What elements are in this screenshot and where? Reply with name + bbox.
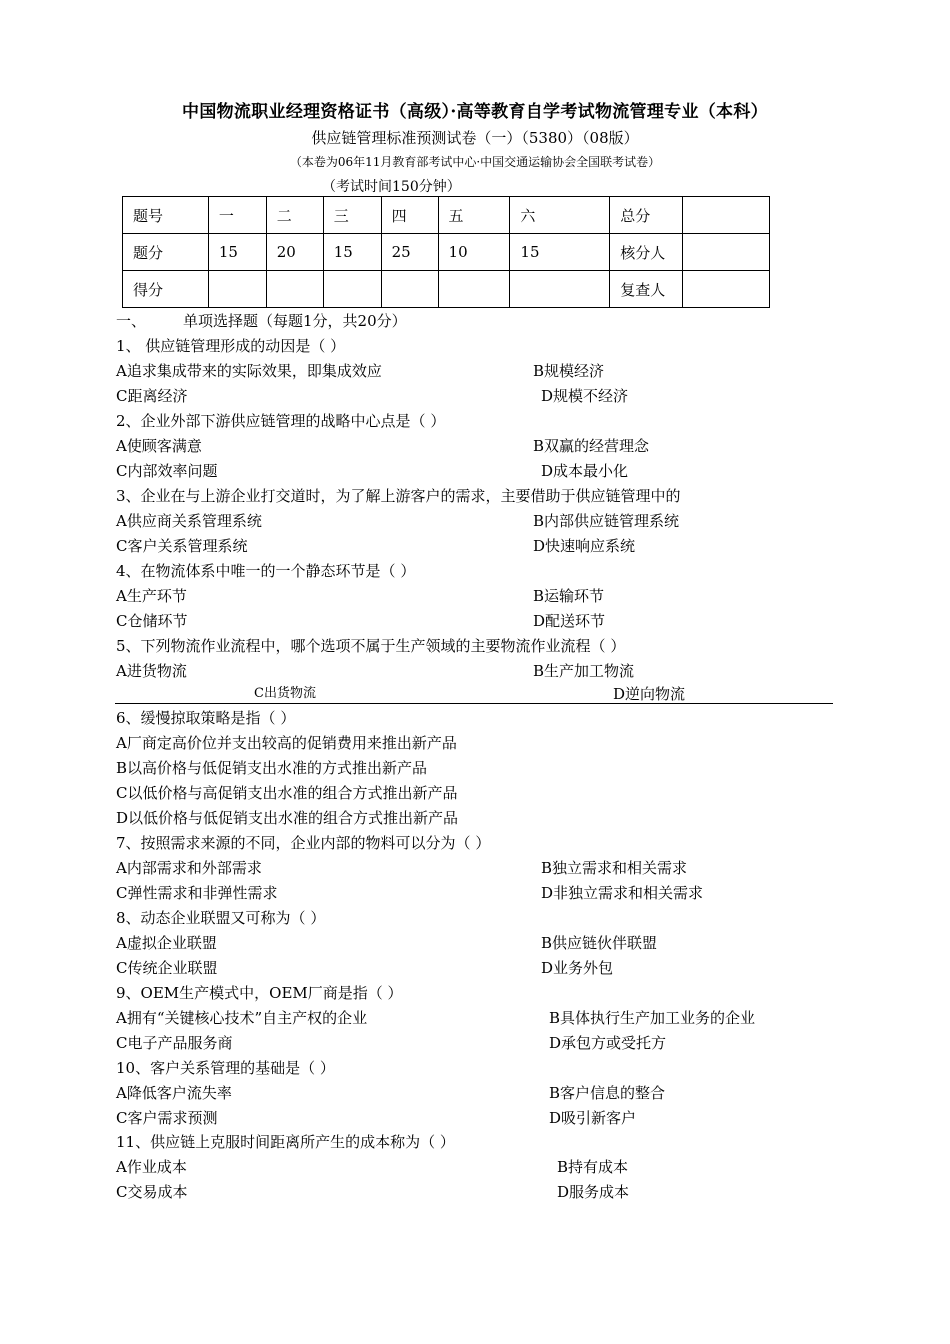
section-number: 一、 <box>116 312 147 330</box>
option-d: D非独立需求和相关需求 <box>541 884 704 902</box>
exam-note: （本卷为06年11月教育部考试中心·中国交通运输协会全国联考试卷） <box>289 155 661 169</box>
option-c: C弹性需求和非弹性需求 <box>116 884 278 902</box>
table-cell <box>683 271 770 308</box>
table-cell <box>381 271 438 308</box>
option-a: A使顾客满意 <box>116 437 202 455</box>
option-b: B具体执行生产加工业务的企业 <box>549 1009 756 1027</box>
option-d: D以低价格与低促销支出水准的组合方式推出新产品 <box>116 809 459 827</box>
option-d: D快速响应系统 <box>533 537 636 555</box>
question-1: 1、 供应链管理形成的动因是（ ） <box>116 337 346 355</box>
page-divider <box>115 703 833 704</box>
option-c: C内部效率问题 <box>116 462 218 480</box>
option-a: A厂商定高价位并支出较高的促销费用来推出新产品 <box>116 734 457 752</box>
table-cell <box>438 271 510 308</box>
question-4: 4、在物流体系中唯一的一个静态环节是（ ） <box>116 562 416 580</box>
table-cell: 25 <box>381 234 438 271</box>
option-c: C交易成本 <box>116 1183 188 1201</box>
option-d: D承包方或受托方 <box>549 1034 667 1052</box>
option-b: B供应链伙伴联盟 <box>541 934 658 952</box>
score-table <box>122 196 770 308</box>
table-cell <box>323 271 381 308</box>
table-cell: 15 <box>323 234 381 271</box>
table-cell: 15 <box>510 234 610 271</box>
document-subtitle: 供应链管理标准预测试卷（一）（5380）（08版） <box>311 129 639 147</box>
option-c: C以低价格与高促销支出水准的组合方式推出新产品 <box>116 784 458 802</box>
table-cell <box>683 234 770 271</box>
table-row <box>123 234 770 271</box>
table-cell: 总分 <box>610 197 683 234</box>
section-heading: 单项选择题（每题1分，共20分） <box>183 312 407 330</box>
question-8: 8、动态企业联盟又可称为（ ） <box>116 909 326 927</box>
option-c: C出货物流 <box>254 686 316 701</box>
table-cell: 20 <box>266 234 323 271</box>
option-d: D业务外包 <box>541 959 614 977</box>
table-cell: 核分人 <box>610 234 683 271</box>
table-cell: 题号 <box>123 197 209 234</box>
option-b: B客户信息的整合 <box>549 1084 666 1102</box>
option-a: A虚拟企业联盟 <box>116 934 217 952</box>
option-b: B规模经济 <box>533 362 605 380</box>
question-6: 6、缓慢掠取策略是指（ ） <box>116 709 296 727</box>
table-cell: 三 <box>323 197 381 234</box>
table-cell <box>510 271 610 308</box>
question-9: 9、OEM生产模式中，OEM厂商是指（ ） <box>116 984 403 1002</box>
option-b: B运输环节 <box>533 587 605 605</box>
option-d: D吸引新客户 <box>549 1109 637 1127</box>
table-cell <box>266 271 323 308</box>
option-c: C传统企业联盟 <box>116 959 218 977</box>
option-c: C距离经济 <box>116 387 188 405</box>
question-10: 10、客户关系管理的基础是（ ） <box>116 1059 335 1077</box>
question-5: 5、下列物流作业流程中，哪个选项不属于生产领域的主要物流作业流程（ ） <box>116 637 626 655</box>
table-cell <box>683 197 770 234</box>
table-cell: 六 <box>510 197 610 234</box>
table-cell: 得分 <box>123 271 209 308</box>
option-a: A内部需求和外部需求 <box>116 859 262 877</box>
option-a: A生产环节 <box>116 587 187 605</box>
table-cell <box>208 271 266 308</box>
question-2: 2、企业外部下游供应链管理的战略中心点是（ ） <box>116 412 446 430</box>
option-a: A供应商关系管理系统 <box>116 512 262 530</box>
table-row <box>123 197 770 234</box>
option-b: B持有成本 <box>557 1158 629 1176</box>
option-a: A降低客户流失率 <box>116 1084 232 1102</box>
option-c: C电子产品服务商 <box>116 1034 233 1052</box>
table-row <box>123 271 770 308</box>
option-a: A拥有“关键核心技术”自主产权的企业 <box>116 1009 368 1027</box>
option-a: A进货物流 <box>116 662 187 680</box>
table-cell: 15 <box>208 234 266 271</box>
option-b: B双赢的经营理念 <box>533 437 650 455</box>
option-b: B以高价格与低促销支出水准的方式推出新产品 <box>116 759 428 777</box>
option-a: A追求集成带来的实际效果，即集成效应 <box>116 362 382 380</box>
table-cell: 二 <box>266 197 323 234</box>
table-cell: 复查人 <box>610 271 683 308</box>
question-7: 7、按照需求来源的不同，企业内部的物料可以分为（ ） <box>116 834 491 852</box>
option-d: D逆向物流 <box>613 685 686 703</box>
option-d: D成本最小化 <box>541 462 629 480</box>
option-d: D配送环节 <box>533 612 606 630</box>
option-c: C客户关系管理系统 <box>116 537 248 555</box>
document-title: 中国物流职业经理资格证书（高级）·高等教育自学考试物流管理专业（本科） <box>182 102 768 122</box>
table-cell: 10 <box>438 234 510 271</box>
option-b: B独立需求和相关需求 <box>541 859 688 877</box>
question-3: 3、企业在与上游企业打交道时，为了解上游客户的需求，主要借助于供应链管理中的 <box>116 487 681 505</box>
table-cell: 五 <box>438 197 510 234</box>
option-a: A作业成本 <box>116 1158 187 1176</box>
table-cell: 题分 <box>123 234 209 271</box>
option-d: D规模不经济 <box>541 387 629 405</box>
option-b: B生产加工物流 <box>533 662 635 680</box>
option-d: D服务成本 <box>557 1183 630 1201</box>
option-b: B内部供应链管理系统 <box>533 512 680 530</box>
question-11: 11、供应链上克服时间距离所产生的成本称为（ ） <box>116 1133 455 1151</box>
table-cell: 一 <box>208 197 266 234</box>
table-cell: 四 <box>381 197 438 234</box>
option-c: C仓储环节 <box>116 612 188 630</box>
option-c: C客户需求预测 <box>116 1109 218 1127</box>
exam-time: （考试时间150分钟） <box>322 179 461 195</box>
